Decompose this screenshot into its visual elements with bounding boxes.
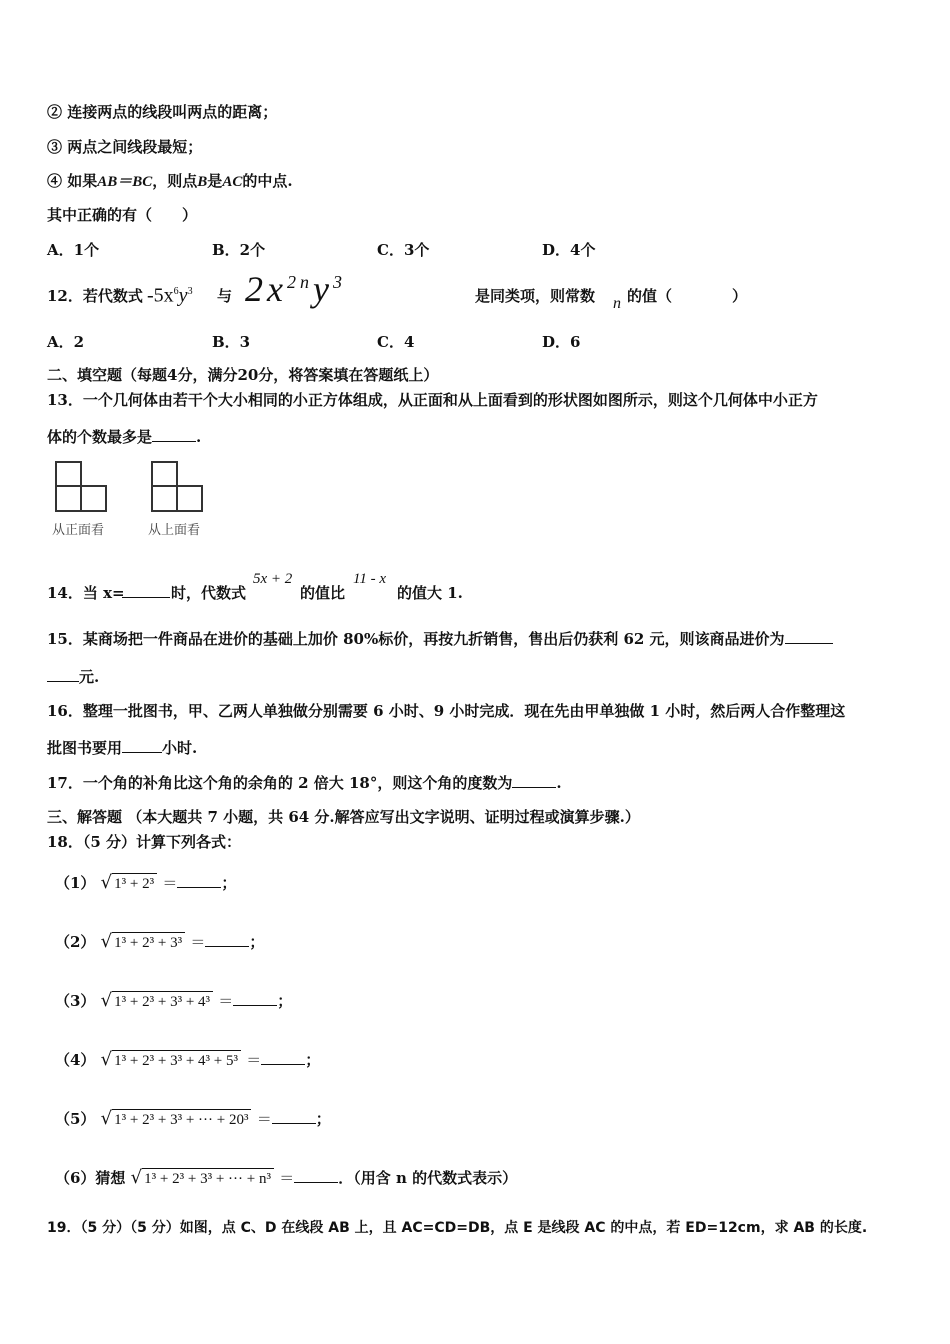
q11-option-b: B．2个 [212, 241, 266, 259]
q18-4-answer-blank[interactable] [261, 1050, 305, 1065]
q11-item-3: ③ 两点之间线段最短； [47, 138, 203, 156]
q15-line-2: 元. [47, 667, 99, 687]
q11-item-2: ② 连接两点的线段叫两点的距离； [47, 103, 278, 121]
q17-question: 17．一个角的补角比这个角的余角的 2 倍大 18°，则这个角的度数为 . [47, 774, 562, 792]
q16-answer-blank[interactable] [122, 738, 162, 753]
q18-item-5: （5） √ 1³ + 2³ + 3³ + ··· + 20³ ＝ ； [55, 1108, 331, 1129]
section-2-heading: 二、填空题（每题4分，满分20分，将答案填在答题纸上） [47, 366, 439, 384]
q13-line-1: 13．一个几何体由若干个大小相同的小正方体组成，从正面和从上面看到的形状图如图所示，则这个几何体中小正方 [47, 391, 818, 409]
q11-option-a: A．1个 [47, 241, 100, 259]
q18-6-answer-blank[interactable] [294, 1168, 338, 1183]
q11-option-c: C．3个 [377, 241, 430, 259]
q13-line-2: 体的个数最多是 . [47, 428, 202, 446]
q18-item-1: （1） √ 1³ + 2³ ＝ ； [55, 872, 237, 893]
q14-answer-blank[interactable] [122, 583, 170, 598]
q18-5-answer-blank[interactable] [272, 1109, 316, 1124]
q18-item-3: （3） √ 1³ + 2³ + 3³ + 4³ ＝ ； [55, 990, 293, 1011]
q15-line-1: 15．某商场把一件商品在进价的基础上加价 80%标价，再按九折销售，售出后仍获利 62 元，则该商品进价为 [47, 629, 833, 649]
q18-item-2: （2） √ 1³ + 2³ + 3³ ＝ ； [55, 931, 265, 952]
q15-answer-blank[interactable] [785, 629, 833, 644]
q18-2-answer-blank[interactable] [205, 932, 249, 947]
section-3-heading: 三、解答题 （本大题共 7 小题，共 64 分.解答应写出文字说明、证明过程或演算步骤.） [47, 808, 640, 826]
q19-question: 19．（5 分）（5 分）如图，点 C、D 在线段 AB 上，且 AC=CD=DB，点 E 是线段 AC 的中点，若 ED=12cm，求 AB 的长度. [47, 1220, 868, 1236]
q12-option-c: C．4 [377, 333, 415, 351]
q18-item-4: （4） √ 1³ + 2³ + 3³ + 4³ + 5³ ＝ ； [55, 1049, 321, 1070]
q18-item-6: （6）猜想 √ 1³ + 2³ + 3³ + ··· + n³ ＝ ．（用含 n 的代数式表示） [55, 1167, 518, 1188]
figure-front-caption: 从正面看 [52, 523, 105, 538]
q13-answer-blank[interactable] [152, 427, 196, 442]
q16-line-1: 16．整理一批图书，甲、乙两人单独做分别需要 6 小时、9 小时完成．现在先由甲单独做 1 小时，然后两人合作整理这 [47, 702, 846, 720]
q12-option-a: A．2 [47, 333, 85, 351]
q12-option-d: D．6 [542, 333, 581, 351]
q18-heading: 18．（5 分）计算下列各式： [47, 833, 242, 851]
q17-answer-blank[interactable] [512, 773, 556, 788]
q11-question: 其中正确的有（ ） [47, 206, 198, 224]
q11-option-d: D．4个 [542, 241, 596, 259]
q18-1-answer-blank[interactable] [177, 873, 221, 888]
q16-line-2: 批图书要用 小时. [47, 739, 198, 757]
q12-option-b: B．3 [212, 333, 251, 351]
q18-3-answer-blank[interactable] [233, 991, 277, 1006]
q11-item-4: ④ 如果AB＝BC，则点B是AC的中点. [47, 172, 293, 190]
figure-top-caption: 从上面看 [148, 523, 201, 538]
